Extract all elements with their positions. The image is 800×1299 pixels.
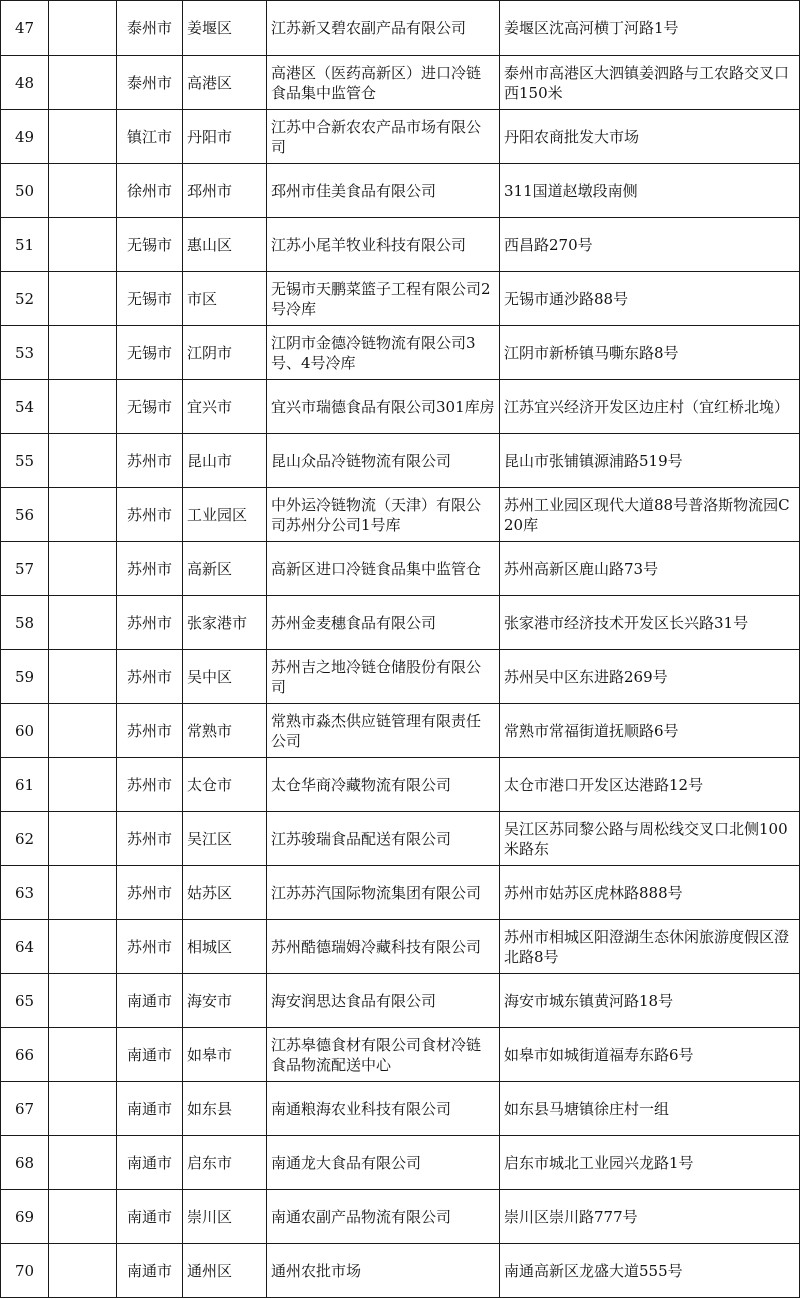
- city-cell: 苏州市: [117, 920, 183, 974]
- address-cell: 吴江区苏同黎公路与周松线交叉口北侧100米路东: [500, 812, 800, 866]
- table-row: [1, 542, 800, 596]
- blank-cell: [49, 1244, 117, 1298]
- address-cell: 太仓市港口开发区达港路12号: [500, 758, 800, 812]
- blank-cell: [49, 596, 117, 650]
- blank-cell: [49, 542, 117, 596]
- blank-cell: [49, 488, 117, 542]
- district-cell: 高新区: [183, 542, 267, 596]
- table-row: [1, 812, 800, 866]
- address-cell: 江阴市新桥镇马嘶东路8号: [500, 326, 800, 380]
- city-cell: 泰州市: [117, 56, 183, 110]
- company-name-cell: 苏州金麦穗食品有限公司: [267, 596, 500, 650]
- company-name-cell: 太仓华商冷藏物流有限公司: [267, 758, 500, 812]
- city-cell: 无锡市: [117, 326, 183, 380]
- district-cell: 昆山市: [183, 434, 267, 488]
- company-name-cell: 高新区进口冷链食品集中监管仓: [267, 542, 500, 596]
- district-cell: 丹阳市: [183, 110, 267, 164]
- company-name-cell: 通州农批市场: [267, 1244, 500, 1298]
- table-row: [1, 866, 800, 920]
- address-cell: 无锡市通沙路88号: [500, 272, 800, 326]
- district-cell: 如东县: [183, 1082, 267, 1136]
- city-cell: 苏州市: [117, 758, 183, 812]
- blank-cell: [49, 650, 117, 704]
- city-cell: 南通市: [117, 1190, 183, 1244]
- row-number: 70: [1, 1244, 49, 1298]
- address-cell: 苏州高新区鹿山路73号: [500, 542, 800, 596]
- company-name-cell: 江苏苏汽国际物流集团有限公司: [267, 866, 500, 920]
- table-row: [1, 218, 800, 272]
- city-cell: 南通市: [117, 974, 183, 1028]
- company-name-cell: 昆山众品冷链物流有限公司: [267, 434, 500, 488]
- company-name-cell: 苏州吉之地冷链仓储股份有限公司: [267, 650, 500, 704]
- address-cell: 如皋市如城街道福寿东路6号: [500, 1028, 800, 1082]
- address-cell: 311国道赵墩段南侧: [500, 164, 800, 218]
- district-cell: 吴中区: [183, 650, 267, 704]
- address-cell: 泰州市高港区大泗镇姜泗路与工农路交叉口西150米: [500, 56, 800, 110]
- table-row: [1, 1190, 800, 1244]
- row-number: 62: [1, 812, 49, 866]
- address-cell: 海安市城东镇黄河路18号: [500, 974, 800, 1028]
- address-cell: 丹阳农商批发大市场: [500, 110, 800, 164]
- district-cell: 姑苏区: [183, 866, 267, 920]
- blank-cell: [49, 1082, 117, 1136]
- address-cell: 苏州工业园区现代大道88号普洛斯物流园C20库: [500, 488, 800, 542]
- blank-cell: [49, 164, 117, 218]
- district-cell: 高港区: [183, 56, 267, 110]
- row-number: 48: [1, 56, 49, 110]
- company-name-cell: 常熟市淼杰供应链管理有限责任公司: [267, 704, 500, 758]
- city-cell: 苏州市: [117, 596, 183, 650]
- row-number: 66: [1, 1028, 49, 1082]
- row-number: 68: [1, 1136, 49, 1190]
- company-name-cell: 苏州酷德瑞姆冷藏科技有限公司: [267, 920, 500, 974]
- district-cell: 吴江区: [183, 812, 267, 866]
- company-name-cell: 江苏新又碧农副产品有限公司: [267, 1, 500, 56]
- city-cell: 南通市: [117, 1028, 183, 1082]
- city-cell: 南通市: [117, 1136, 183, 1190]
- blank-cell: [49, 434, 117, 488]
- blank-cell: [49, 110, 117, 164]
- table-row: [1, 1082, 800, 1136]
- blank-cell: [49, 326, 117, 380]
- table-row: [1, 110, 800, 164]
- city-cell: 苏州市: [117, 704, 183, 758]
- address-cell: 张家港市经济技术开发区长兴路31号: [500, 596, 800, 650]
- address-cell: 如东县马塘镇徐庄村一组: [500, 1082, 800, 1136]
- table-row: [1, 758, 800, 812]
- district-cell: 市区: [183, 272, 267, 326]
- city-cell: 镇江市: [117, 110, 183, 164]
- row-number: 59: [1, 650, 49, 704]
- address-cell: 江苏宜兴经济开发区边庄村（宜红桥北堍）: [500, 380, 800, 434]
- table-row: [1, 272, 800, 326]
- city-cell: 南通市: [117, 1082, 183, 1136]
- blank-cell: [49, 272, 117, 326]
- row-number: 54: [1, 380, 49, 434]
- district-cell: 宜兴市: [183, 380, 267, 434]
- row-number: 49: [1, 110, 49, 164]
- blank-cell: [49, 920, 117, 974]
- city-cell: 无锡市: [117, 272, 183, 326]
- company-name-cell: 海安润思达食品有限公司: [267, 974, 500, 1028]
- address-cell: 姜堰区沈高河横丁河路1号: [500, 1, 800, 56]
- blank-cell: [49, 974, 117, 1028]
- table-row: [1, 1244, 800, 1298]
- district-cell: 张家港市: [183, 596, 267, 650]
- company-name-cell: 江苏中合新农农产品市场有限公司: [267, 110, 500, 164]
- row-number: 64: [1, 920, 49, 974]
- row-number: 67: [1, 1082, 49, 1136]
- company-name-cell: 南通农副产品物流有限公司: [267, 1190, 500, 1244]
- table-row: [1, 1028, 800, 1082]
- blank-cell: [49, 866, 117, 920]
- district-cell: 太仓市: [183, 758, 267, 812]
- district-cell: 如皋市: [183, 1028, 267, 1082]
- city-cell: 无锡市: [117, 380, 183, 434]
- company-name-cell: 宜兴市瑞德食品有限公司301库房: [267, 380, 500, 434]
- table-row: [1, 1136, 800, 1190]
- row-number: 47: [1, 1, 49, 56]
- company-name-cell: 江苏小尾羊牧业科技有限公司: [267, 218, 500, 272]
- city-cell: 苏州市: [117, 434, 183, 488]
- address-cell: 昆山市张铺镇源浦路519号: [500, 434, 800, 488]
- city-cell: 苏州市: [117, 650, 183, 704]
- blank-cell: [49, 56, 117, 110]
- city-cell: 徐州市: [117, 164, 183, 218]
- table-row: [1, 1, 800, 56]
- company-name-cell: 中外运冷链物流（天津）有限公司苏州分公司1号库: [267, 488, 500, 542]
- table-row: [1, 704, 800, 758]
- district-cell: 通州区: [183, 1244, 267, 1298]
- blank-cell: [49, 1136, 117, 1190]
- row-number: 52: [1, 272, 49, 326]
- table-row: [1, 380, 800, 434]
- address-cell: 苏州市姑苏区虎林路888号: [500, 866, 800, 920]
- address-cell: 启东市城北工业园兴龙路1号: [500, 1136, 800, 1190]
- district-cell: 惠山区: [183, 218, 267, 272]
- blank-cell: [49, 218, 117, 272]
- company-name-cell: 南通龙大食品有限公司: [267, 1136, 500, 1190]
- city-cell: 苏州市: [117, 542, 183, 596]
- table-row: [1, 164, 800, 218]
- district-cell: 常熟市: [183, 704, 267, 758]
- district-cell: 崇川区: [183, 1190, 267, 1244]
- city-cell: 苏州市: [117, 866, 183, 920]
- blank-cell: [49, 758, 117, 812]
- company-name-cell: 江阴市金德冷链物流有限公司3号、4号冷库: [267, 326, 500, 380]
- company-name-cell: 南通粮海农业科技有限公司: [267, 1082, 500, 1136]
- city-cell: 苏州市: [117, 812, 183, 866]
- city-cell: 无锡市: [117, 218, 183, 272]
- blank-cell: [49, 1, 117, 56]
- table-row: [1, 596, 800, 650]
- row-number: 55: [1, 434, 49, 488]
- blank-cell: [49, 1028, 117, 1082]
- company-name-cell: 高港区（医药高新区）进口冷链食品集中监管仓: [267, 56, 500, 110]
- row-number: 51: [1, 218, 49, 272]
- city-cell: 苏州市: [117, 488, 183, 542]
- table-row: [1, 434, 800, 488]
- district-cell: 江阴市: [183, 326, 267, 380]
- address-cell: 常熟市常福街道抚顺路6号: [500, 704, 800, 758]
- address-cell: 苏州市相城区阳澄湖生态休闲旅游度假区澄北路8号: [500, 920, 800, 974]
- district-cell: 邳州市: [183, 164, 267, 218]
- blank-cell: [49, 1190, 117, 1244]
- blank-cell: [49, 812, 117, 866]
- row-number: 53: [1, 326, 49, 380]
- city-cell: 泰州市: [117, 1, 183, 56]
- row-number: 69: [1, 1190, 49, 1244]
- blank-cell: [49, 704, 117, 758]
- row-number: 65: [1, 974, 49, 1028]
- address-cell: 西昌路270号: [500, 218, 800, 272]
- table-row: [1, 920, 800, 974]
- company-name-cell: 邳州市佳美食品有限公司: [267, 164, 500, 218]
- row-number: 50: [1, 164, 49, 218]
- table-row: [1, 488, 800, 542]
- address-cell: 崇川区崇川路777号: [500, 1190, 800, 1244]
- row-number: 56: [1, 488, 49, 542]
- row-number: 63: [1, 866, 49, 920]
- company-name-cell: 江苏骏瑞食品配送有限公司: [267, 812, 500, 866]
- company-name-cell: 无锡市天鹏菜篮子工程有限公司2号冷库: [267, 272, 500, 326]
- table-body: [1, 1, 800, 1298]
- company-name-cell: 江苏皋德食材有限公司食材冷链食品物流配送中心: [267, 1028, 500, 1082]
- table-row: [1, 650, 800, 704]
- table-row: [1, 56, 800, 110]
- district-cell: 海安市: [183, 974, 267, 1028]
- address-cell: 苏州吴中区东进路269号: [500, 650, 800, 704]
- row-number: 60: [1, 704, 49, 758]
- blank-cell: [49, 380, 117, 434]
- city-cell: 南通市: [117, 1244, 183, 1298]
- row-number: 61: [1, 758, 49, 812]
- district-cell: 启东市: [183, 1136, 267, 1190]
- row-number: 57: [1, 542, 49, 596]
- district-cell: 相城区: [183, 920, 267, 974]
- table-row: [1, 974, 800, 1028]
- row-number: 58: [1, 596, 49, 650]
- address-cell: 南通高新区龙盛大道555号: [500, 1244, 800, 1298]
- district-cell: 姜堰区: [183, 1, 267, 56]
- table-row: [1, 326, 800, 380]
- district-cell: 工业园区: [183, 488, 267, 542]
